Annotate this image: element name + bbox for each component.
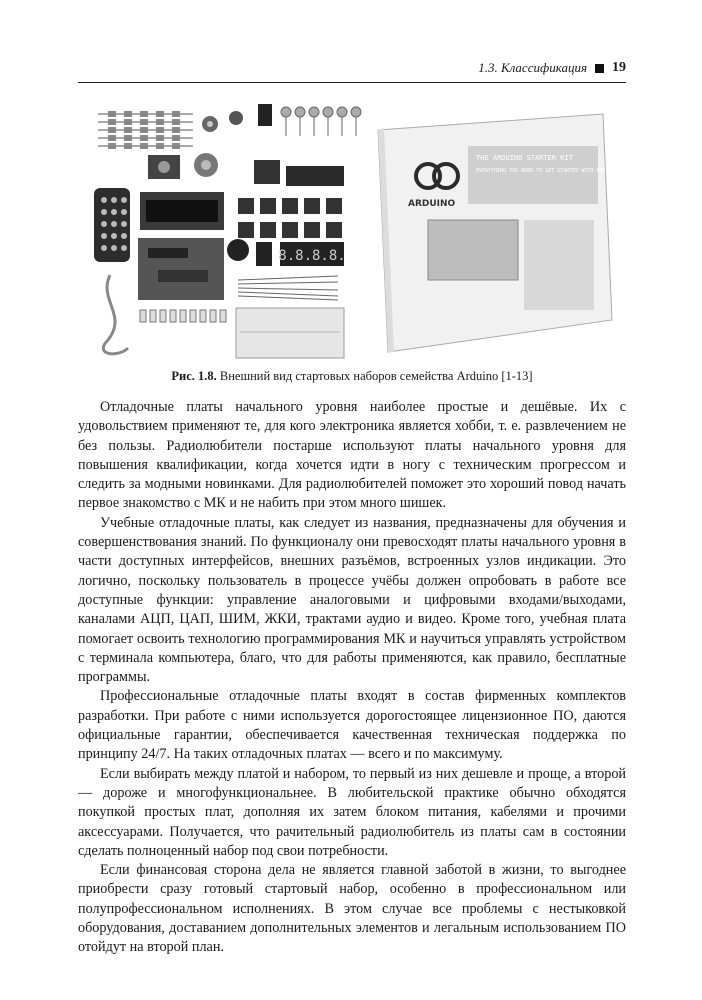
remote-control-icon	[94, 188, 130, 262]
box-subtitle: EVERYTHING YOU NEED TO GET STARTED WITH ARDUINO	[476, 168, 618, 174]
paragraph: Если выбирать между платой и набором, то первый из них дешевле и проще, а второй — дороже и многофункциональнее. В любительской практике обычно обходятся покупкой простых плат, дополняя их затем блоком питания, кабелями и прочими аксессуарами. Получается, что рачительный радиолюбитель из платы сам в состоянии сделать полноценный набор под свои потребности.	[78, 765, 626, 859]
square-bullet-icon	[595, 64, 604, 73]
caption-text: Внешний вид стартовых наборов семейства Arduino [1-13]	[219, 369, 533, 383]
page-number: 19	[612, 60, 626, 75]
matrix-module-icon	[254, 160, 280, 184]
running-title: 1.3. Классификация	[478, 60, 587, 75]
page-header	[78, 58, 626, 83]
usb-cable-icon	[103, 275, 128, 354]
body-text	[78, 398, 626, 958]
figure-caption	[78, 369, 626, 384]
paragraph: Профессиональные отладочные платы входят в состав фирменных комплектов разработки. При работе с ними используется дорогостоящее лицензионное ПО, даются официальные гарантии, обеспечивается качественная техническая поддержка по принципу 24/7. На таких отладочных платах — всего и по максимуму.	[78, 688, 626, 763]
jumper-wires-icon	[238, 276, 338, 300]
leds-icon	[281, 107, 361, 136]
box-title: THE ARDUINO STARTER KIT	[476, 154, 573, 162]
potentiometer-icon	[194, 111, 243, 177]
paragraph: Отладочные платы начального уровня наиболее простые и дешёвые. Их с удовольствием применяют те, для кого электроника является хобби, т. е. развлечением не без пользы. Радиолюбители постарше используют платы начального уровня для повышения квалификации, когда хочется идти в ногу с техническим прогрессом и следить за модными новинками. Для радиолюбителей поможет это хороший повод начать первое знакомство с МК и не набить при этом много шишек.	[78, 399, 626, 512]
seven-segment-display-icon	[256, 242, 346, 266]
paragraph: Если финансовая сторона дела не является главной заботой в жизни, то выгоднее приобрести сразу готовый стартовый набор, особенно в профессиональном или полупрофессиональном исполнениях. В этом случае все проблемы с нестыковкой оборудования, доставанием дополнительных элементов и легальным использованием ПО отойдут на второй план.	[78, 862, 626, 956]
box-brand-label: ARDUINO	[408, 199, 456, 209]
led-row-icon	[140, 310, 226, 322]
figure-arduino-kits	[88, 100, 618, 360]
caption-label: Рис. 1.8.	[171, 369, 217, 383]
buzzer-icon	[227, 239, 249, 261]
driver-board-icon	[286, 166, 344, 186]
header-right	[478, 60, 626, 76]
servo-motor-icon	[148, 155, 180, 179]
button-modules-icon	[238, 198, 342, 238]
arduino-board-icon	[138, 238, 224, 300]
breadboard-icon	[236, 308, 344, 358]
ir-receiver-icon	[258, 104, 272, 126]
paragraph: Учебные отладочные платы, как следует из названия, предназначены для обучения и совершенствования знаний. По функционалу они превосходят платы начального уровня в части доступных интерфейсов, внешних разъёмов, встроенных узлов индикации. Это логично, поскольку пользователь в процессе учёбы должен опробовать в работе все доступные функции: управление аналоговыми и цифровыми входами/выходами, каналами АЦП, ЦАП, ШИМ, ЖКИ, трактами аудио и видео. Кроме того, учебная плата помогает освоить технологию программирования МК и научиться управлять устройством с терминала компьютера, благо, что для работы применяются, как правило, бесплатные программы.	[78, 514, 626, 686]
resistors-icon	[98, 111, 193, 149]
display-digits: 8.8.8.8.	[278, 248, 346, 264]
lcd-display-icon	[140, 192, 224, 230]
figure-image	[88, 100, 618, 360]
starter-kit-box-icon	[378, 114, 617, 352]
